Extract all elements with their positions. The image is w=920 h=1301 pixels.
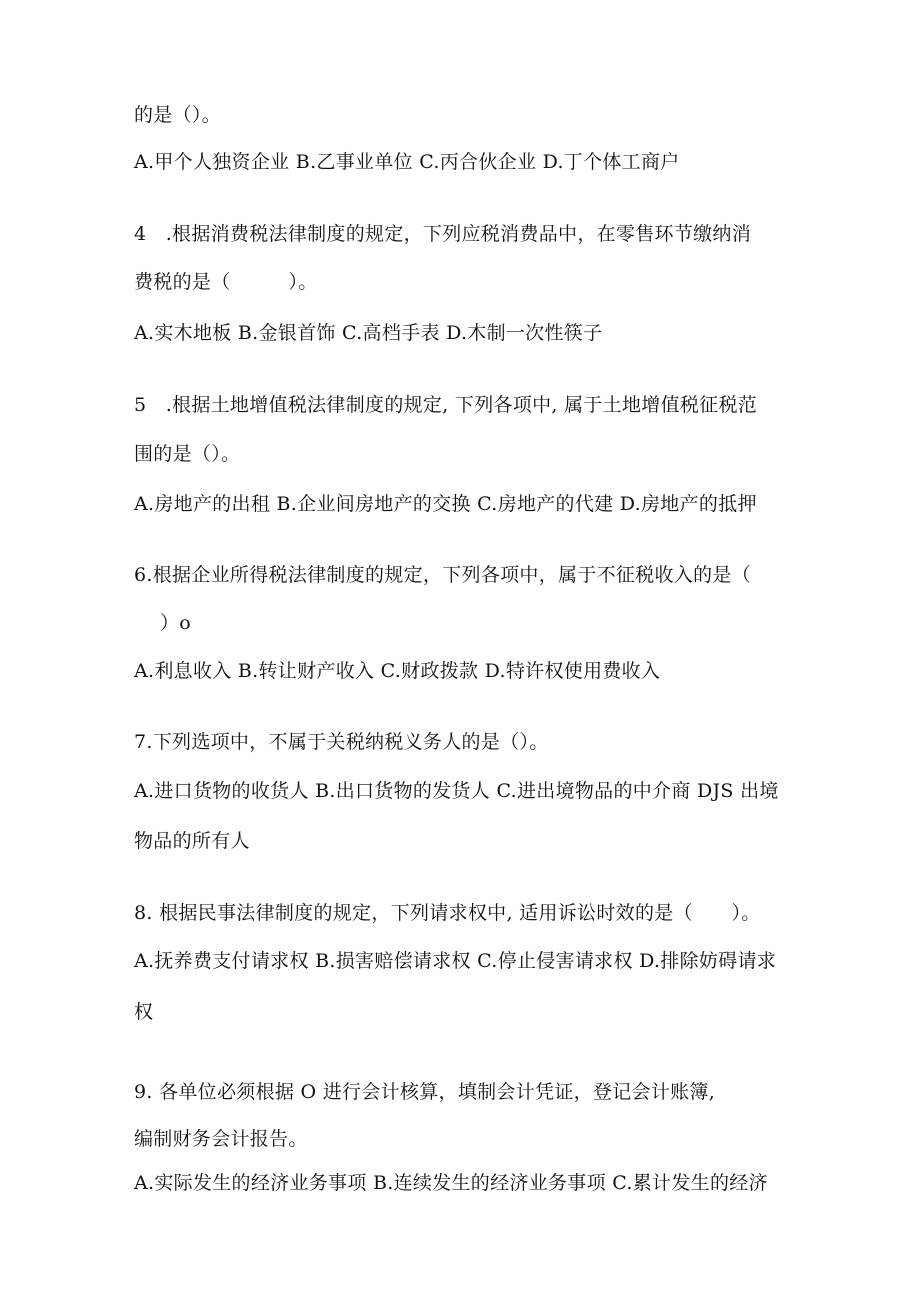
q6-options: A.利息收入 B.转让财产收入 C.财政拨款 D.特许权使用费收入 xyxy=(134,660,661,682)
q9-stem-line1: 9. 各单位必须根据 O 进行会计核算，填制会计凭证，登记会计账簿, xyxy=(134,1081,716,1103)
q8-stem: 8. 根据民事法律制度的规定，下列请求权中, 适用诉讼时效的是（ ）。 xyxy=(134,902,761,924)
q3-stem-continuation: 的是（）。 xyxy=(134,104,222,126)
q4-stem-line2: 费税的是（ ）。 xyxy=(134,271,318,293)
q8-options-line1: A.抚养费支付请求权 B.损害赔偿请求权 C.停止侵害请求权 D.排除妨碍请求 xyxy=(134,950,777,972)
q6-stem-line1: 6.根据企业所得税法律制度的规定，下列各项中，属于不征税收入的是（ xyxy=(134,564,752,586)
q4-stem-line1: 4 .根据消费税法律制度的规定，下列应税消费品中，在零售环节缴纳消 xyxy=(134,223,752,245)
q5-stem-line2: 围的是（）。 xyxy=(134,443,241,465)
q8-options-line2: 权 xyxy=(134,1001,154,1023)
q4-options: A.实木地板 B.金银首饰 C.高档手表 D.木制一次性筷子 xyxy=(134,322,603,344)
q7-stem: 7.下列选项中，不属于关税纳税义务人的是（）。 xyxy=(134,731,549,753)
q5-stem-line1: 5 .根据土地增值税法律制度的规定, 下列各项中, 属于土地增值税征税范 xyxy=(134,394,758,416)
q3-options: A.甲个人独资企业 B.乙事业单位 C.丙合伙企业 D.丁个体工商户 xyxy=(134,151,680,173)
q9-stem-line2: 编制财务会计报告。 xyxy=(134,1128,308,1150)
q5-options: A.房地产的出租 B.企业间房地产的交换 C.房地产的代建 D.房地产的抵押 xyxy=(134,493,757,515)
q7-options-line2: 物品的所有人 xyxy=(134,830,250,852)
q7-options-line1: A.进口货物的收货人 B.出口货物的发货人 C.进出境物品的中介商 DJS 出境 xyxy=(134,780,779,802)
q6-stem-line2: ）o xyxy=(160,612,192,634)
q9-options-line1: A.实际发生的经济业务事项 B.连续发生的经济业务事项 C.累计发生的经济 xyxy=(134,1172,768,1194)
